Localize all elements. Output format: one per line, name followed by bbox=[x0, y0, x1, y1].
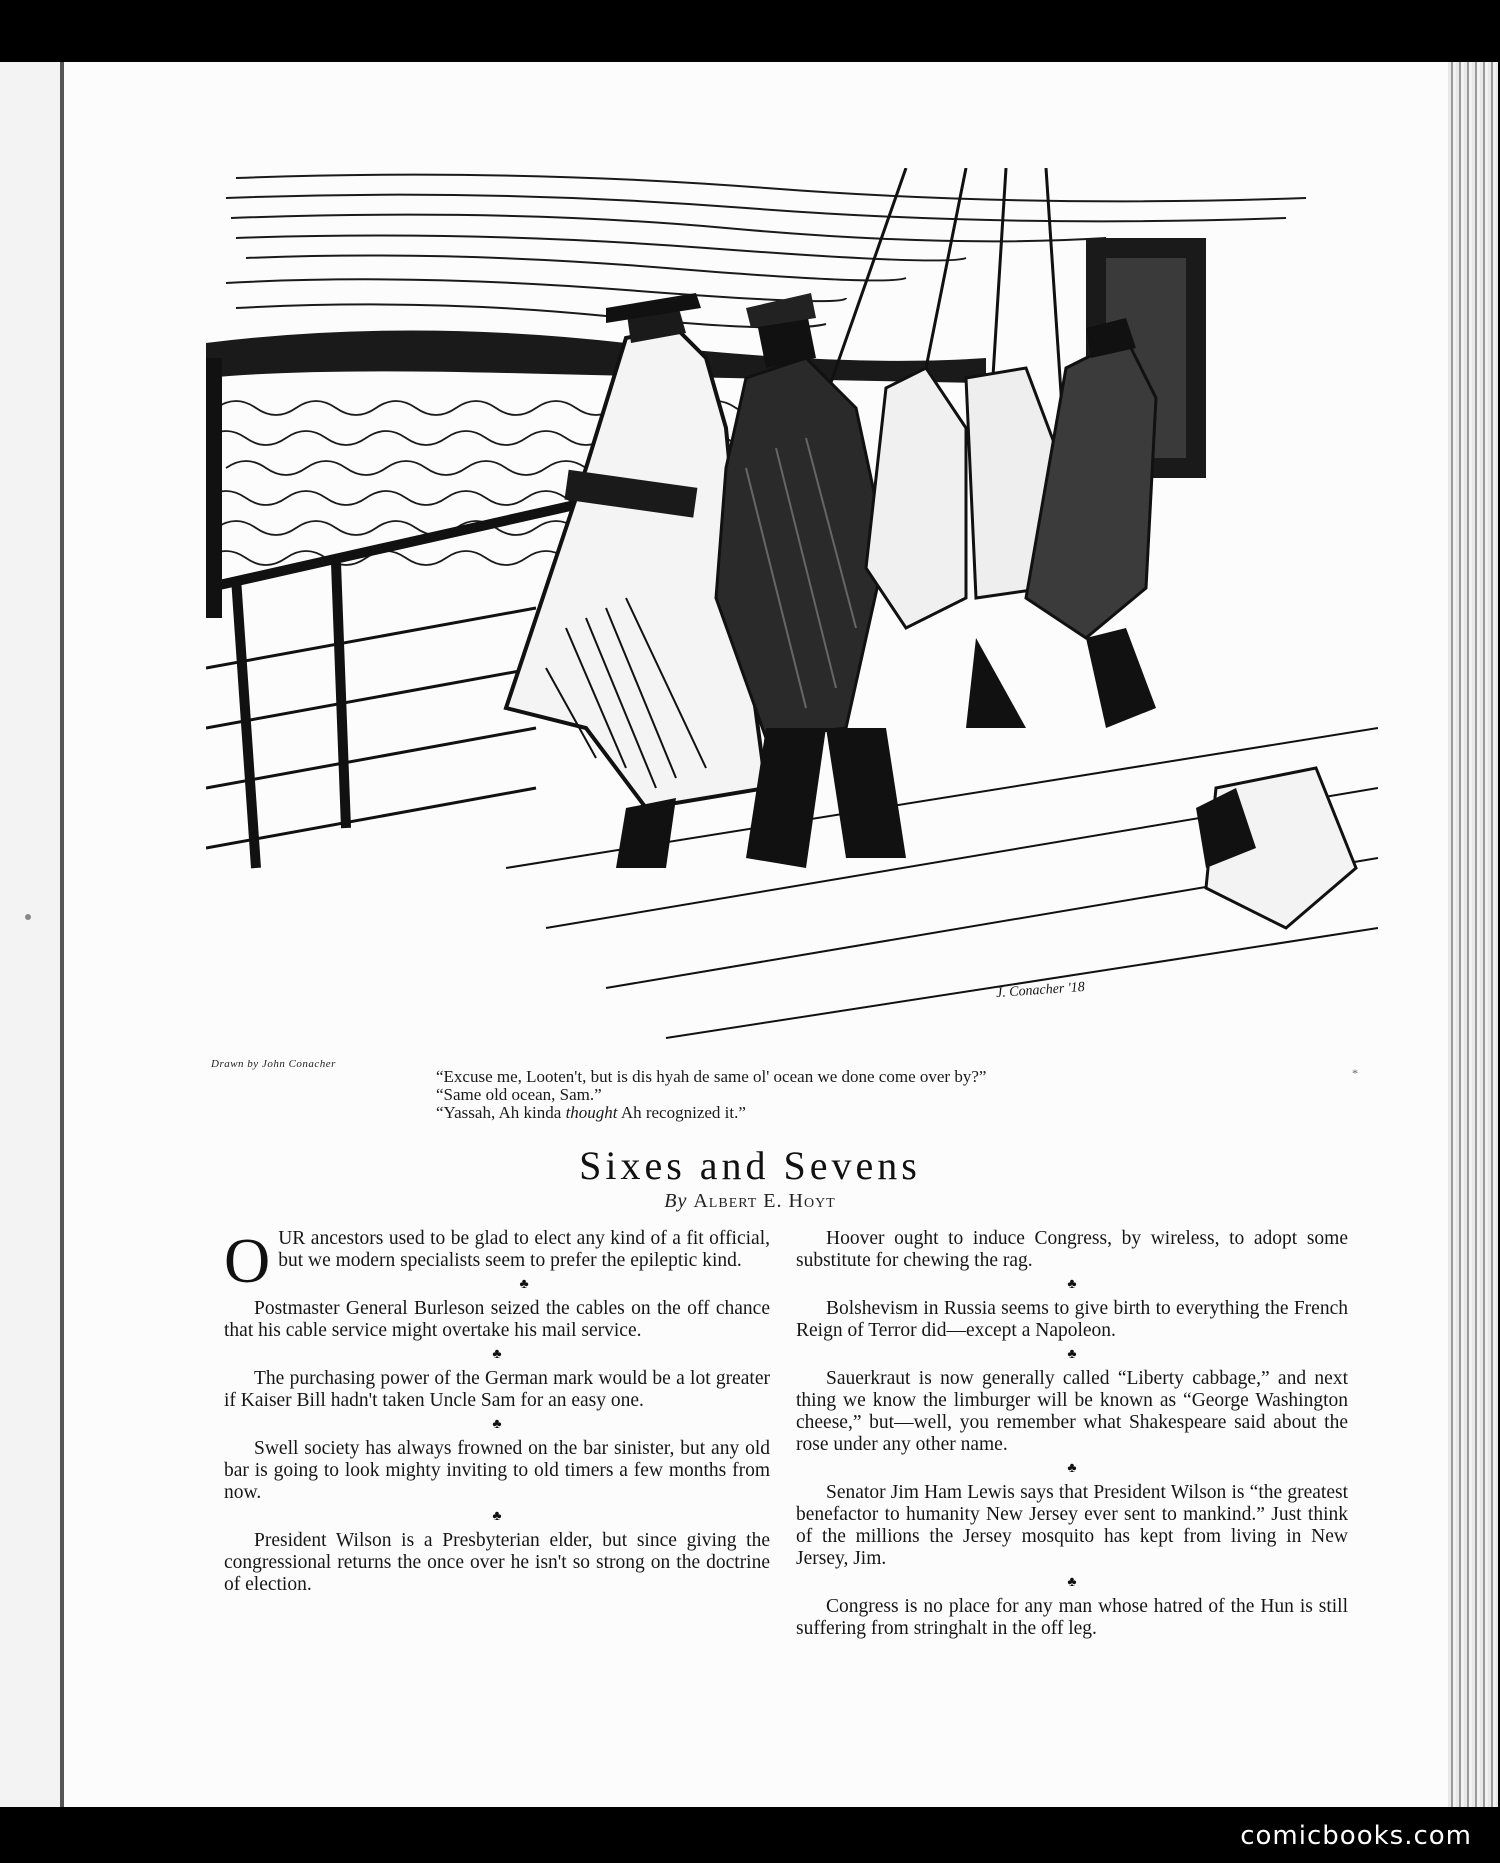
article-column-right bbox=[796, 1228, 1348, 1640]
paragraph: President Wilson is a Presbyterian elder, but since giving the congressional returns the once over he isn't so strong on the doctrine of election. bbox=[224, 1530, 770, 1595]
paragraph: Postmaster General Burleson seized the cables on the off chance that his cable service might overtake his mail service. bbox=[224, 1298, 770, 1341]
paragraph: Senator Jim Ham Lewis says that President Wilson is “the greatest benefactor to humanity New Jersey ever sent to mankind.” Just think of the millions the Jersey mosquito has kept from living in New Jersey, Jim. bbox=[796, 1482, 1348, 1569]
site-watermark: comicbooks.com bbox=[1240, 1821, 1472, 1851]
stray-mark: * bbox=[1352, 1066, 1358, 1080]
illustration-caption bbox=[436, 1068, 986, 1122]
club-separator-icon: ♣ bbox=[492, 1417, 502, 1432]
paragraph: Sauerkraut is now generally called “Liberty cabbage,” and next thing we know the limburger will be known as “George Washington cheese,” but—well, you remember what Shakespeare said about the rose under any other name. bbox=[796, 1368, 1348, 1455]
paragraph: Bolshevism in Russia seems to give birth to everything the French Reign of Terror did—except a Napoleon. bbox=[796, 1298, 1348, 1341]
caption-line-3-start: “Yassah, Ah kinda bbox=[436, 1103, 566, 1122]
paragraph bbox=[224, 1225, 770, 1296]
article-title: Sixes and Sevens bbox=[579, 1143, 921, 1188]
caption-line-3-end: Ah recognized it.” bbox=[617, 1103, 746, 1122]
article-column-left bbox=[224, 1225, 770, 1596]
facing-page-edge bbox=[0, 62, 62, 1807]
club-separator-icon: ♣ bbox=[492, 1509, 502, 1524]
club-separator-icon: ♣ bbox=[519, 1277, 529, 1292]
drop-cap: O bbox=[224, 1225, 271, 1296]
caption-line-1: “Excuse me, Looten't, but is dis hyah de same ol' ocean we done come over by?” bbox=[436, 1067, 987, 1086]
page-mark bbox=[25, 914, 31, 920]
artist-signature: J. Conacher '18 bbox=[995, 979, 1086, 1002]
article-byline bbox=[0, 1190, 1500, 1213]
paragraph: The purchasing power of the German mark would be a lot greater if Kaiser Bill hadn't taken Uncle Sam for an easy one. bbox=[224, 1368, 770, 1411]
club-separator-icon: ♣ bbox=[492, 1347, 502, 1362]
page-stack-edge bbox=[1448, 62, 1498, 1807]
paragraph: Hoover ought to induce Congress, by wireless, to adopt some substitute for chewing the rag. bbox=[796, 1228, 1348, 1271]
club-separator-icon: ♣ bbox=[1067, 1277, 1077, 1292]
caption-line-3-emphasis: thought bbox=[565, 1103, 618, 1122]
byline-author: Albert E. Hoyt bbox=[693, 1190, 836, 1212]
ship-deck-illustration bbox=[206, 168, 1378, 1054]
paragraph: Swell society has always frowned on the bar sinister, but any old bar is going to look mighty inviting to old timers a few months from now. bbox=[224, 1438, 770, 1503]
club-separator-icon: ♣ bbox=[1067, 1461, 1077, 1476]
caption-line-3 bbox=[436, 1104, 986, 1122]
club-separator-icon: ♣ bbox=[1067, 1575, 1077, 1590]
illustration-credit: Drawn by John Conacher bbox=[211, 1058, 336, 1070]
club-separator-icon: ♣ bbox=[1067, 1347, 1077, 1362]
paragraph-text: UR ancestors used to be glad to elect any kind of a fit official, but we modern specialists seem to prefer the epileptic kind. bbox=[278, 1228, 770, 1271]
caption-line-2: “Same old ocean, Sam.” bbox=[436, 1085, 602, 1104]
paragraph: Congress is no place for any man whose hatred of the Hun is still suffering from stringhalt in the off leg. bbox=[796, 1596, 1348, 1639]
byline-prefix: By bbox=[664, 1190, 688, 1212]
